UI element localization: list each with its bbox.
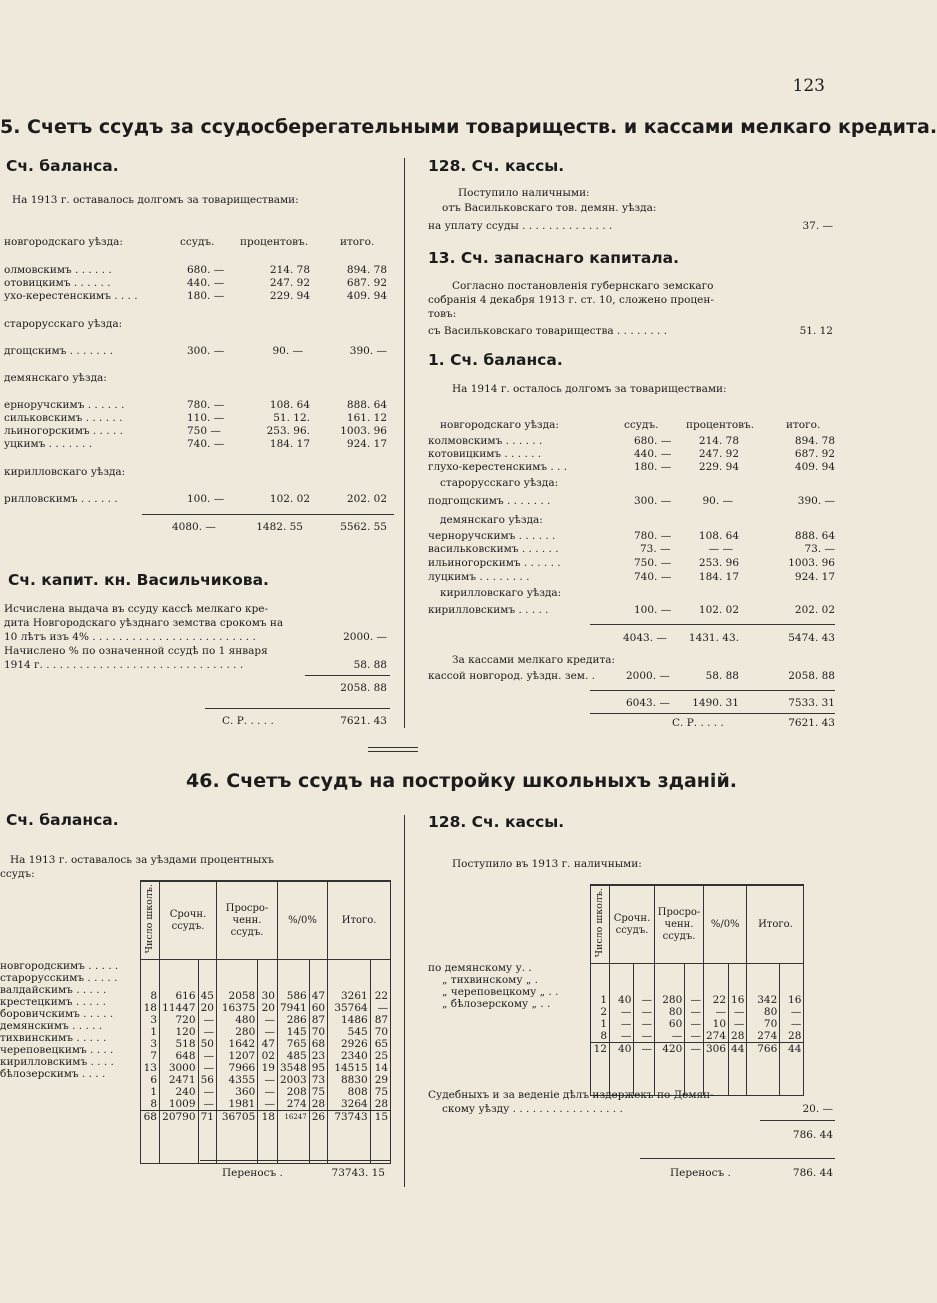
text-line: Начислено % по означенной ссудѣ по 1 января	[4, 645, 268, 657]
text-line: скому уѣзду . . . . . . . . . . . . . . . . .	[442, 1103, 623, 1115]
value: 51. 12	[799, 325, 833, 337]
sr-label: С. Р. . . . .	[672, 717, 724, 729]
carry-label: Переносъ .	[670, 1167, 731, 1179]
right-heading-balans: 1. Сч. баланса.	[428, 351, 563, 369]
carry-value: 73743. 15	[331, 1167, 385, 1179]
text-line: отъ Васильковскаго тов. демян. уѣзда:	[442, 202, 657, 214]
left-top-group-label: кирилловскаго уѣзда:	[4, 466, 126, 478]
text-line: ссудъ:	[0, 868, 35, 880]
col-head-proc: процентовъ.	[240, 236, 309, 248]
right-group-label: демянскаго уѣзда:	[440, 514, 543, 526]
text-line: собранія 4 декабря 1913 г. ст. 10, сложено процен-	[428, 294, 714, 306]
right-heading-zapas: 13. Сч. запаснаго капитала.	[428, 249, 679, 267]
left-top-col-heads	[0, 236, 395, 250]
table-row: 1 120 — 280 — 145 70 545 70	[141, 1026, 391, 1038]
table-row: 1 240 — 360 — 208 75 808 75	[141, 1086, 391, 1098]
text-line: товъ:	[428, 308, 457, 320]
table-row: 6 2471 56 4355 — 2003 73 8830 29	[141, 1074, 391, 1086]
value: 37. —	[802, 220, 833, 232]
table-row: 18 11447 20 16375 20 7941 60 35764 —	[141, 1002, 391, 1014]
right-bottom-names: по демянскому у. . „ тихвинскому „ . „ череповецкому „ . . „ бѣлозерскому „ . .	[428, 962, 559, 1010]
carry-label: Переносъ .	[222, 1167, 283, 1179]
sr-label: С. Р. . . . .	[222, 715, 274, 727]
right-bottom-table: Число школъ. Срочн. ссудъ. Просро-ченн. ссудъ. %/0% Итого. 1 40 — 280 — 22 16 342 16 2 — — 80 — — — 80 — 1 — — 60 — 10 — 70 — 8 — — — — 274 28 274 28 12 40 — 420 — 306 44 766 44	[590, 884, 804, 1096]
left-bottom-names: новгородскимъ . . . . . старорусскимъ . . . . . валдайскимъ . . . . . крестецкимъ . . . . . боровичскимъ . . . . . демянскимъ . . . . . тихвинскимъ . . . . . череповецкимъ . . . . кирилловскимъ . . . . бѣлозерскимъ . . . .	[0, 960, 119, 1080]
column-divider-top	[404, 158, 405, 728]
value: 2000. —	[343, 631, 387, 643]
col-head-itogo: итого.	[340, 236, 375, 248]
text-line: съ Васильковскаго товарищества . . . . . . . .	[428, 325, 668, 337]
table-row: 8 616 45 2058 30 586 47 3261 22	[141, 990, 391, 1002]
table-total-row: 68 20790 71 36705 18 16247 26 73743 15	[141, 1111, 391, 1124]
left-bottom-heading: Сч. баланса.	[6, 811, 119, 829]
section-title-top: 5. Счетъ ссудъ за ссудосберегательными товариществ. и кассами мелкаго кредита.	[0, 116, 937, 138]
text-line: Судебныхъ и за веденіе дѣлъ издержекъ по Демян-	[428, 1089, 714, 1101]
left-top-group-label: новгородскаго уѣзда:	[4, 236, 123, 248]
text-line: 10 лѣтъ изъ 4% . . . . . . . . . . . . . . . . . . . . . . . . .	[4, 631, 256, 643]
sr-value: 7621. 43	[788, 717, 835, 729]
right-heading-kassa: 128. Сч. кассы.	[428, 157, 565, 175]
left-top-heading: Сч. баланса.	[6, 157, 119, 175]
text-line: Согласно постановленія губернскаго земскаго	[452, 280, 714, 292]
text-line: На 1913 г. оставалось за уѣздами процентныхъ	[10, 854, 274, 866]
col-head-ssud: ссудъ.	[180, 236, 215, 248]
text-line: дита Новгородскаго уѣзднаго земства срокомъ на	[4, 617, 284, 629]
text-line: Поступило въ 1913 г. наличными:	[452, 858, 642, 870]
section-title-bottom: 46. Счетъ ссудъ на постройку школьныхъ зданій.	[186, 770, 737, 792]
section-divider	[368, 747, 418, 752]
sr-value: 7621. 43	[340, 715, 387, 727]
table-row: 2 — — 80 — — — 80 —	[591, 1006, 804, 1018]
text-line: На 1914 г. осталось долгомъ за товариществами:	[452, 383, 727, 395]
text-line: Поступило наличными:	[458, 187, 590, 199]
table-row: 1 40 — 280 — 22 16 342 16	[591, 994, 804, 1006]
table-total-row: 12 40 — 420 — 306 44 766 44	[591, 1043, 804, 1056]
value: 20. —	[802, 1103, 833, 1115]
left-bottom-table: Число школъ. Срочн. ссудъ. Просро-ченн. ссудъ. %/0% Итого. 8 616 45 2058 30 586 47 3261 22 18 11447 20 16375 20 7941 60 35764 — 3 720 — 480 — 286 87 1486 87 1 120 — 280 — 145 70 545 70 3 518 50 1642 47 765 68 2926 65 7 648 — 1207 02 485 23 2340 25 13 3000 — 7966 19 3548 95 14515 14 6 2471 56 4355 — 2003 73 8830 29 1 240 — 360 — 208 75 808 75 8 1009 — 1981 — 274 28 3264 28 68 20790 71 36705 18 16247 26 73743 15	[140, 880, 391, 1164]
value-sum: 2058. 88	[340, 682, 387, 694]
table-row: 7 648 — 1207 02 485 23 2340 25	[141, 1050, 391, 1062]
table-row: 8 1009 — 1981 — 274 28 3264 28	[141, 1098, 391, 1111]
left-top-group-label: демянскаго уѣзда:	[4, 372, 107, 384]
value: 58. 88	[353, 659, 387, 671]
column-divider-bottom	[404, 815, 405, 1187]
text-line: 1914 г. . . . . . . . . . . . . . . . . . . . . . . . . . . . . . .	[4, 659, 244, 671]
table-row: 3 720 — 480 — 286 87 1486 87	[141, 1014, 391, 1026]
kassa-label: За кассами мелкаго кредита:	[452, 654, 616, 666]
left-top-intro: На 1913 г. оставалось долгомъ за товариществами:	[12, 194, 299, 206]
page-number: 123	[792, 76, 825, 96]
table-row: 13 3000 — 7966 19 3548 95 14515 14	[141, 1062, 391, 1074]
table-row: 8 — — — — 274 28 274 28	[591, 1030, 804, 1043]
right-group-label: кирилловскаго уѣзда:	[440, 587, 562, 599]
table-row: 3 518 50 1642 47 765 68 2926 65	[141, 1038, 391, 1050]
left-mid-heading: Сч. капит. кн. Васильчикова.	[8, 571, 269, 589]
carry-value: 786. 44	[792, 1167, 833, 1179]
left-top-group-label: старорусскаго уѣзда:	[4, 318, 123, 330]
right-bottom-heading: 128. Сч. кассы.	[428, 813, 565, 831]
table-row: 1 — — 60 — 10 — 70 —	[591, 1018, 804, 1030]
value-sum: 786. 44	[792, 1129, 833, 1141]
text-line: Исчислена выдача въ ссуду кассѣ мелкаго кре-	[4, 603, 269, 615]
text-line: на уплату ссуды . . . . . . . . . . . . . .	[428, 220, 613, 232]
right-group-label: старорусскаго уѣзда:	[440, 477, 559, 489]
